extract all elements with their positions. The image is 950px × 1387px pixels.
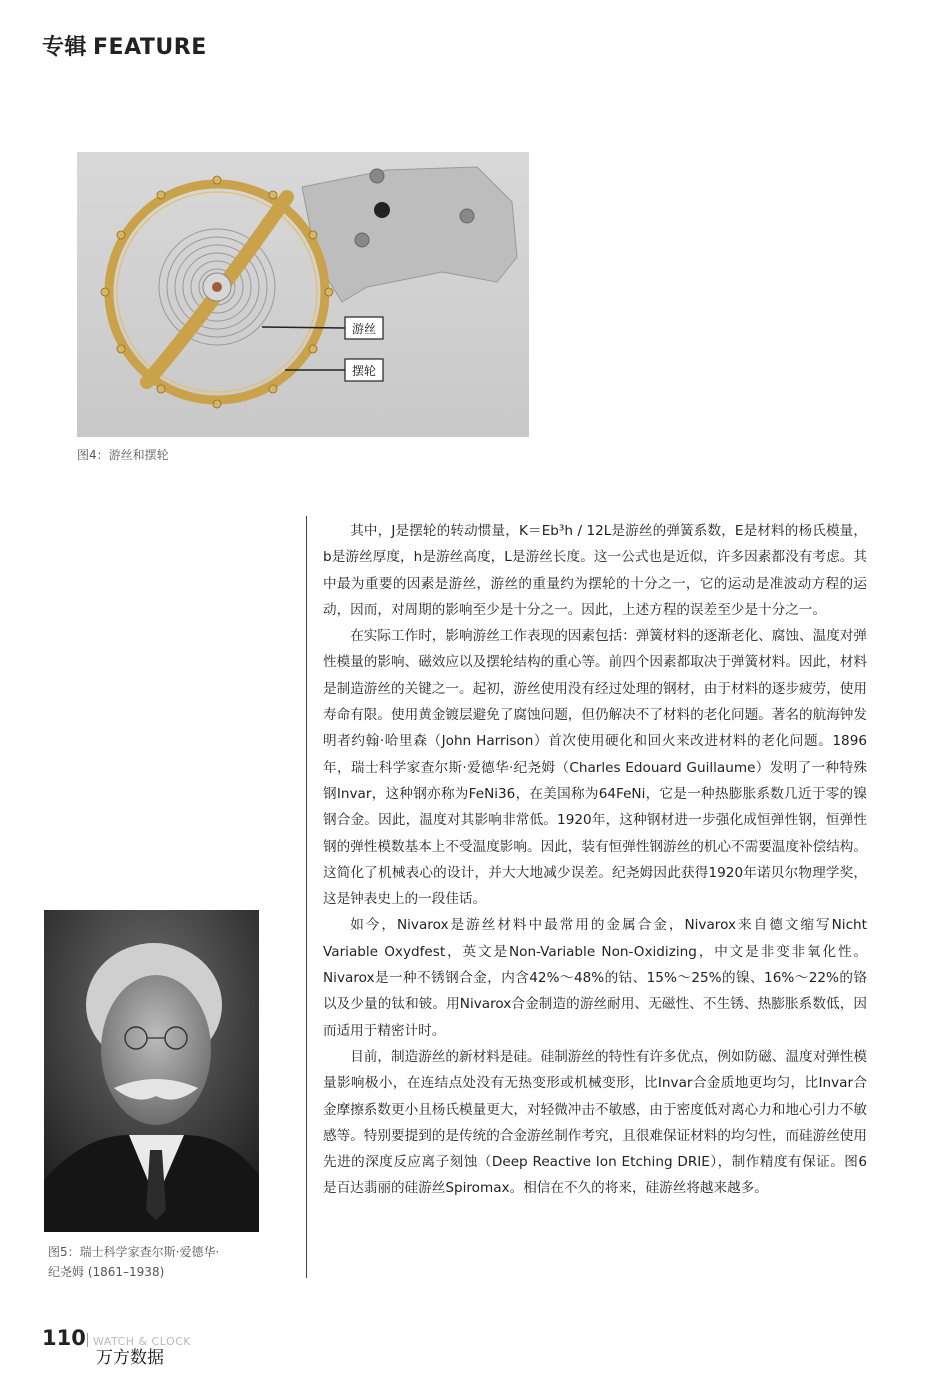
portrait-photo	[44, 910, 259, 1232]
section-header-zh: 专辑	[42, 34, 88, 60]
column-divider	[306, 516, 307, 1278]
balance-wheel-illustration	[77, 152, 529, 437]
watermark: 万方数据	[96, 1348, 164, 1368]
page-number: 110	[42, 1326, 86, 1350]
footer-separator	[87, 1333, 88, 1347]
figure-5-caption-line2: 纪尧姆 (1861–1938)	[48, 1265, 165, 1279]
article-paragraph: 其中，J是摆轮的转动惯量，K＝Eb³h / 12L是游丝的弹簧系数，E是材料的杨氏模量，b是游丝厚度，h是游丝高度，L是游丝长度。这一公式也是近似，许多因素都没有考虑。其中最为重要的因素是游丝，游丝的重量约为摆轮的十分之一，它的运动是准波动方程的运动，因而，对周期的影响至少是十分之一。因此，上述方程的误差至少是十分之一。	[323, 523, 867, 618]
article-paragraph: 目前，制造游丝的新材料是硅。硅制游丝的特性有许多优点，例如防磁、温度对弹性模量影响极小，在连结点处没有无热变形或机械变形，比Invar合金质地更均匀，比Invar合金摩擦系数更小且杨氏模量更大，对轻微冲击不敏感，由于密度低对离心力和地心引力不敏感等。特别要提到的是传统的合金游丝制作考究，且很难保证材料的均匀性，而硅游丝使用先进的深度反应离子刻蚀（Deep Reactive Ion Etching DRIE），制作精度有保证。图6是百达翡丽的硅游丝Spiromax。相信在不久的将来，硅游丝将越来越多。	[323, 1048, 867, 1197]
section-header	[42, 30, 207, 61]
label-hairspring: 游丝	[351, 322, 377, 336]
magazine-name: WATCH & CLOCK	[93, 1335, 192, 1348]
figure-5-caption	[48, 1242, 263, 1282]
figure-4-caption: 图4：游丝和摆轮	[77, 448, 169, 462]
label-balance: 摆轮	[351, 364, 377, 378]
figure-4-image	[77, 152, 529, 437]
article-body	[323, 518, 867, 1202]
figure-5-portrait	[44, 910, 259, 1232]
article-paragraph: 如今，Nivarox是游丝材料中最常用的金属合金，Nivarox来自德文缩写Nicht Variable Oxydfest，英文是Non-Variable Non-Oxidizing，中文是非变非氧化性。Nivarox是一种不锈钢合金，内含42%～48%的钴、15%～25%的镍、16%～22%的铬以及少量的钛和铍。用Nivarox合金制造的游丝耐用、无磁性、不生锈、热膨胀系数低，因而适用于精密计时。	[323, 917, 867, 1039]
section-header-en: FEATURE	[93, 35, 207, 60]
figure-5-caption-line1: 图5：瑞士科学家查尔斯·爱德华·	[48, 1245, 220, 1259]
article-paragraph: 在实际工作时，影响游丝工作表现的因素包括：弹簧材料的逐渐老化、腐蚀、温度对弹性模量的影响、磁效应以及摆轮结构的重心等。前四个因素都取决于弹簧材料。因此，材料是制造游丝的关键之一。起初，游丝使用没有经过处理的钢材，由于材料的逐步疲劳，使用寿命有限。使用黄金镀层避免了腐蚀问题，但仍解决不了材料的老化问题。著名的航海钟发明者约翰·哈里森（John Harrison）首次使用硬化和回火来改进材料的老化问题。1896年，瑞士科学家查尔斯·爱德华·纪尧姆（Charles Edouard Guillaume）发明了一种特殊钢Invar，这种钢亦称为FeNi36，在美国称为64FeNi，它是一种热膨胀系数几近于零的镍钢合金。因此，温度对其影响非常低。1920年，这种钢材进一步强化成恒弹性钢，恒弹性钢的弹性模数基本上不受温度影响。因此，装有恒弹性钢游丝的机心不需要温度补偿结构。这简化了机械表心的设计，并大大地减少误差。纪尧姆因此获得1920年诺贝尔物理学奖，这是钟表史上的一段佳话。	[323, 628, 867, 908]
